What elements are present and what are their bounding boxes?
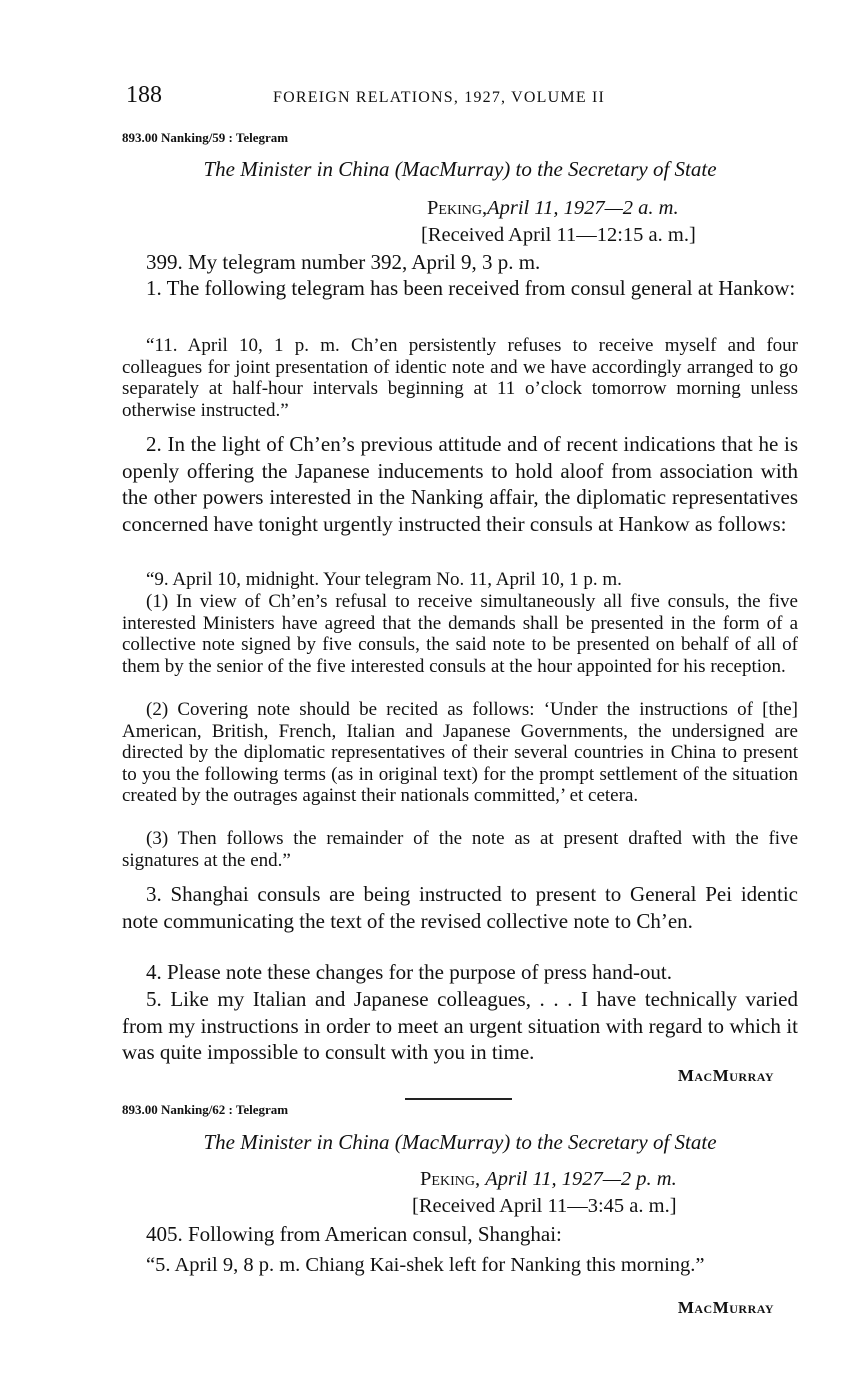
paragraph: 3. Shanghai consuls are being instructed to present to General Pei identic note communicating the text of the revised collective note to Ch’en. (122, 882, 798, 933)
running-head: FOREIGN RELATIONS, 1927, VOLUME II (273, 89, 606, 106)
quoted-telegram: “5. April 9, 8 p. m. Chiang Kai-shek left for Nanking this morning.” (146, 1254, 705, 1276)
quoted-telegram: “11. April 10, 1 p. m. Ch’en persistently refuses to receive myself and four colleagues for joint presentation of identic note and we have accordingly arranged to go separately at half-hour intervals beginning at 11 o’clock tomorrow morning unless otherwise instructed.” (122, 335, 798, 421)
quoted-telegram: “9. April 10, midnight. Your telegram No. 11, April 10, 1 p. m. (146, 569, 622, 590)
document-heading: The Minister in China (MacMurray) to the Secretary of State (203, 1130, 717, 1154)
page-header (120, 82, 800, 112)
paragraph: 2. In the light of Ch’en’s previous attitude and of recent indications that he is openly offering the Japanese inducements to hold aloof from association with the other powers interested in the Nanking affair, the diplomatic representatives concerned have tonight urgently instructed their consuls at Hankow as follows: (122, 432, 798, 536)
signature: MacMurray (677, 1066, 774, 1085)
dateline: Peking,April 11, 1927—2 a. m. (427, 197, 679, 219)
quoted-telegram: (1) In view of Ch’en’s refusal to receive simultaneously all five consuls, the five interested Ministers have agreed that the demands shall be presented in the form of a collective note signed by five consuls, the said note to be presented on behalf of all of them by the senior of the five interested consuls at the hour appointed for his reception. (122, 591, 798, 677)
received-line: [Received April 11—3:45 a. m.] (412, 1195, 677, 1217)
paragraph: 1. The following telegram has been received from consul general at Hankow: (146, 276, 796, 300)
received-line: [Received April 11—12:15 a. m.] (421, 224, 696, 246)
dateline: Peking, April 11, 1927—2 p. m. (420, 1168, 677, 1190)
quoted-telegram: (3) Then follows the remainder of the note as at present drafted with the five signatures at the end.” (122, 828, 798, 871)
filing-reference: 893.00 Nanking/62 : Telegram (122, 1102, 289, 1117)
paragraph: 4. Please note these changes for the purpose of press hand-out. (146, 960, 673, 984)
quoted-telegram: (2) Covering note should be recited as follows: ‘Under the instructions of [the] American, British, French, Italian and Japanese Governments, the undersigned are directed by the diplomatic representatives of their several countries in China to present to you the following terms (as in original text) for the prompt settlement of the situation created by the outrages against their nationals committed,’ et cetera. (122, 699, 798, 806)
paragraph: 5. Like my Italian and Japanese colleagues, . . . I have technically varied from my instructions in order to meet an urgent situation with regard to which it was quite impossible to consult with you in time. (122, 987, 798, 1064)
paragraph: 399. My telegram number 392, April 9, 3 p. m. (146, 250, 541, 274)
filing-reference: 893.00 Nanking/59 : Telegram (122, 130, 289, 145)
paragraph: 405. Following from American consul, Shanghai: (146, 1222, 562, 1246)
page-number: 188 (126, 82, 162, 108)
document-heading: The Minister in China (MacMurray) to the Secretary of State (203, 157, 717, 181)
section-divider (405, 1098, 512, 1100)
signature: MacMurray (677, 1298, 774, 1317)
